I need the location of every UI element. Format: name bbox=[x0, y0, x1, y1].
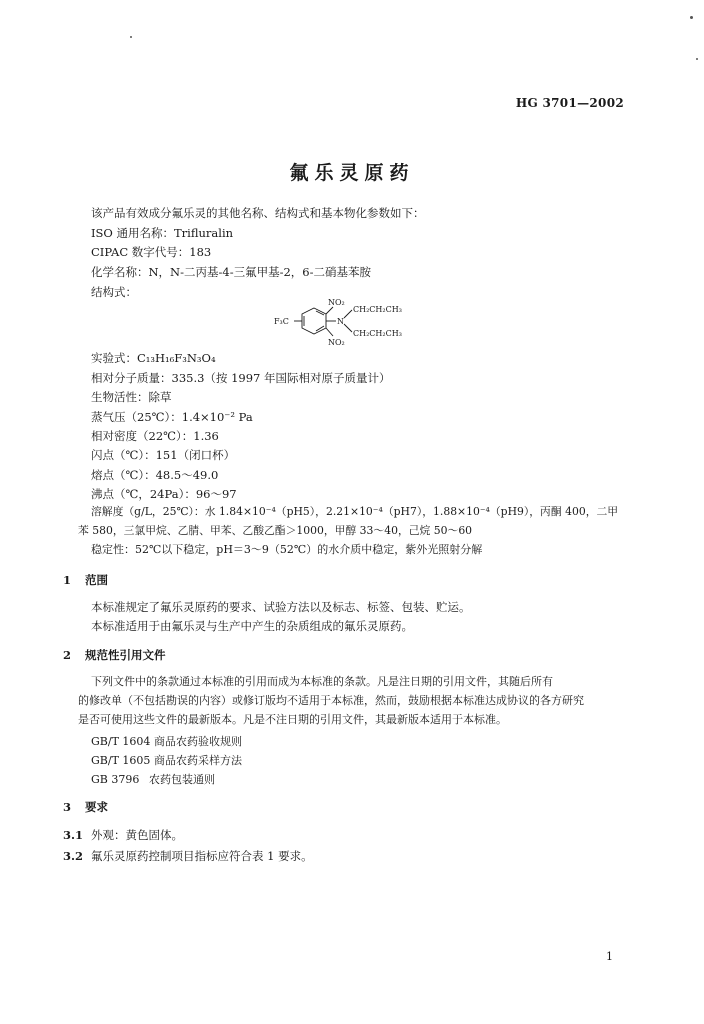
references-paragraph-line-1: 下列文件中的条款通过本标准的引用而成为本标准的条款。凡是注日期的引用文件，其随后所有 bbox=[91, 675, 553, 688]
reference-item bbox=[91, 733, 242, 749]
item-number: 3.1 bbox=[63, 828, 84, 842]
section-number: 2 bbox=[63, 648, 72, 662]
structural-formula bbox=[270, 296, 450, 348]
nitro-group-bottom: NO₂ bbox=[328, 338, 345, 347]
reference-code: GB/T 1605 bbox=[91, 754, 151, 767]
vapor-pressure: 蒸气压（25℃）：1.4×10⁻² Pa bbox=[91, 410, 253, 424]
section-number: 1 bbox=[63, 573, 72, 587]
scan-speck bbox=[696, 58, 698, 60]
reference-title: 商品农药验收规则 bbox=[154, 735, 242, 748]
document-title: 氟乐灵原药 bbox=[289, 162, 415, 184]
references-paragraph-line-3: 是否可使用这些文件的最新版本。凡是不注日期的引用文件，其最新版本适用于本标准。 bbox=[78, 713, 507, 726]
intro-lead: 该产品有效成分氟乐灵的其他名称、结构式和基本物化参数如下： bbox=[91, 206, 425, 220]
scan-speck bbox=[690, 16, 693, 19]
amine-nitrogen: N bbox=[337, 317, 344, 326]
trifluoromethyl-group: F₃C bbox=[274, 317, 289, 326]
stability: 稳定性：52℃以下稳定，pH＝3～9（52℃）的水介质中稳定，紫外光照射分解 bbox=[91, 543, 483, 556]
section-number: 3 bbox=[63, 800, 72, 814]
page-number: 1 bbox=[606, 950, 613, 963]
section-title: 规范性引用文件 bbox=[85, 648, 166, 662]
structure-label: 结构式： bbox=[91, 285, 137, 299]
melting-point: 熔点（℃）：48.5～49.0 bbox=[91, 468, 219, 482]
iso-name: ISO 通用名称：Trifluralin bbox=[91, 226, 234, 240]
solubility-line-1: 溶解度（g/L，25℃）：水 1.84×10⁻⁴（pH5），2.21×10⁻⁴（pH7），1.88×10⁻⁴（pH9），丙酮 400，二甲 bbox=[91, 505, 619, 518]
reference-code: GB 3796 bbox=[91, 773, 140, 786]
nitro-group-top: NO₂ bbox=[328, 298, 345, 307]
reference-title: 农药包装通则 bbox=[149, 773, 215, 786]
requirement-item bbox=[63, 848, 313, 864]
reference-item bbox=[91, 771, 215, 787]
bio-activity: 生物活性：除草 bbox=[91, 390, 172, 404]
boiling-point: 沸点（℃，24Pa）：96～97 bbox=[91, 487, 237, 501]
references-paragraph-line-2: 的修改单（不包括勘误的内容）或修订版均不适用于本标准，然而，鼓励根据本标准达成协议的各方研究 bbox=[78, 694, 584, 707]
solubility-line-2: 苯 580，三氯甲烷、乙腈、甲苯、乙酸乙酯＞1000，甲醇 33～40，己烷 50～60 bbox=[78, 524, 473, 537]
reference-title: 商品农药采样方法 bbox=[154, 754, 242, 767]
scope-paragraph-1: 本标准规定了氟乐灵原药的要求、试验方法以及标志、标签、包装、贮运。 bbox=[91, 600, 471, 614]
benzene-ring bbox=[302, 308, 326, 334]
propyl-group-top: CH₂CH₂CH₃ bbox=[353, 305, 402, 314]
section-3-heading bbox=[63, 799, 108, 815]
scope-paragraph-2: 本标准适用于由氟乐灵与生产中产生的杂质组成的氟乐灵原药。 bbox=[91, 619, 413, 633]
relative-density: 相对密度（22℃）：1.36 bbox=[91, 429, 219, 443]
item-text: 氟乐灵原药控制项目指标应符合表 1 要求。 bbox=[91, 849, 313, 863]
section-title: 范围 bbox=[85, 573, 108, 587]
reference-code: GB/T 1604 bbox=[91, 735, 151, 748]
cipac-code: CIPAC 数字代号：183 bbox=[91, 245, 212, 259]
reference-item bbox=[91, 752, 242, 768]
item-text: 外观：黄色固体。 bbox=[91, 828, 183, 842]
requirement-item bbox=[63, 827, 183, 843]
standard-code: HG 3701—2002 bbox=[515, 96, 624, 110]
section-2-heading bbox=[63, 647, 166, 663]
flash-point: 闪点（℃）：151（闭口杯） bbox=[91, 448, 236, 462]
molecular-mass: 相对分子质量：335.3（按 1997 年国际相对原子质量计） bbox=[91, 371, 391, 385]
chemical-name: 化学名称：N，N-二丙基-4-三氟甲基-2，6-二硝基苯胺 bbox=[91, 265, 372, 279]
propyl-group-bottom: CH₂CH₂CH₃ bbox=[353, 329, 402, 338]
empirical-formula: 实验式：C₁₃H₁₆F₃N₃O₄ bbox=[91, 351, 216, 365]
section-title: 要求 bbox=[85, 800, 108, 814]
section-1-heading bbox=[63, 572, 108, 588]
scan-speck bbox=[130, 36, 132, 38]
item-number: 3.2 bbox=[63, 849, 84, 863]
